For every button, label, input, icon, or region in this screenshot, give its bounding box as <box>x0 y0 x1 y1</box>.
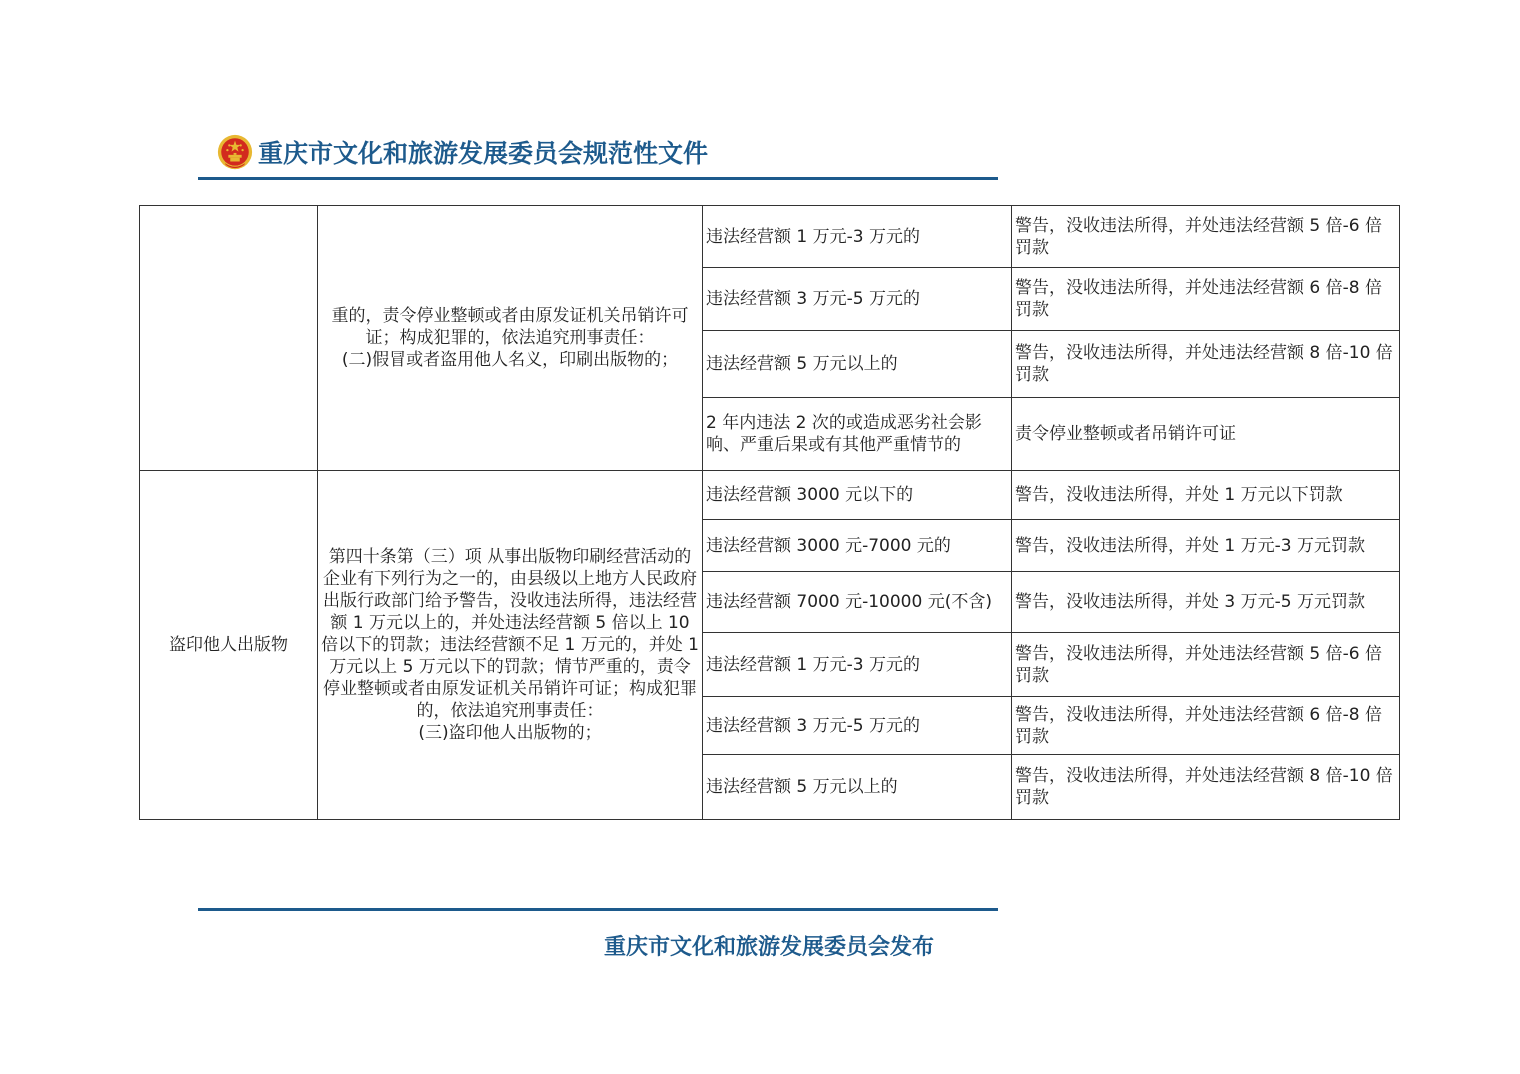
legal-basis-text: 重的，责令停业整顿或者由原发证机关吊销许可证；构成犯罪的，依法追究刑事责任： <box>331 306 689 348</box>
penalty-cell: 警告，没收违法所得，并处违法经营额 5 倍-6 倍罚款 <box>1012 633 1400 697</box>
footer-divider <box>198 908 998 911</box>
penalty-cell: 警告，没收违法所得，并处违法经营额 6 倍-8 倍罚款 <box>1012 697 1400 755</box>
circumstance-cell: 违法经营额 5 万元以上的 <box>703 755 1012 820</box>
penalty-cell: 警告，没收违法所得，并处违法经营额 8 倍-10 倍罚款 <box>1012 755 1400 820</box>
document-header-title: 重庆市文化和旅游发展委员会规范性文件 <box>258 139 709 168</box>
header-divider <box>198 177 998 180</box>
violation-name-cell <box>140 206 318 471</box>
penalty-cell: 警告，没收违法所得，并处 1 万元以下罚款 <box>1012 471 1400 520</box>
circumstance-cell: 违法经营额 3000 元以下的 <box>703 471 1012 520</box>
penalty-cell: 警告，没收违法所得，并处 3 万元-5 万元罚款 <box>1012 572 1400 633</box>
circumstance-cell: 违法经营额 3000 元-7000 元的 <box>703 520 1012 572</box>
penalty-cell: 警告，没收违法所得，并处违法经营额 5 倍-6 倍罚款 <box>1012 206 1400 268</box>
document-footer-title: 重庆市文化和旅游发展委员会发布 <box>604 934 935 960</box>
penalty-cell: 警告，没收违法所得，并处违法经营额 6 倍-8 倍罚款 <box>1012 268 1400 331</box>
legal-basis-item: (三)盗印他人出版物的； <box>418 723 602 743</box>
circumstance-cell: 违法经营额 7000 元-10000 元(不含) <box>703 572 1012 633</box>
national-emblem-icon <box>216 132 254 172</box>
penalty-cell: 警告，没收违法所得，并处 1 万元-3 万元罚款 <box>1012 520 1400 572</box>
table-row <box>140 206 1400 268</box>
document-header <box>216 130 708 174</box>
table-row <box>140 471 1400 520</box>
circumstance-cell: 2 年内违法 2 次的或造成恶劣社会影响、严重后果或有其他严重情节的 <box>703 398 1012 471</box>
circumstance-cell: 违法经营额 1 万元-3 万元的 <box>703 633 1012 697</box>
legal-basis-item: (二)假冒或者盗用他人名义，印刷出版物的； <box>341 350 679 370</box>
violation-name-cell: 盗印他人出版物 <box>140 471 318 820</box>
penalty-cell: 警告，没收违法所得，并处违法经营额 8 倍-10 倍罚款 <box>1012 331 1400 398</box>
penalty-cell: 责令停业整顿或者吊销许可证 <box>1012 398 1400 471</box>
circumstance-cell: 违法经营额 3 万元-5 万元的 <box>703 697 1012 755</box>
circumstance-cell: 违法经营额 5 万元以上的 <box>703 331 1012 398</box>
legal-basis-cell <box>318 206 703 471</box>
penalty-standard-table <box>139 205 1400 820</box>
legal-basis-cell <box>318 471 703 820</box>
circumstance-cell: 违法经营额 1 万元-3 万元的 <box>703 206 1012 268</box>
legal-basis-text: 第四十条第（三）项 从事出版物印刷经营活动的企业有下列行为之一的，由县级以上地方人民政府出版行政部门给予警告，没收违法所得，违法经营额 1 万元以上的，并处违法经营额 5 倍以上 10 倍以下的罚款；违法经营额不足 1 万元的，并处 1 万元以上 5 万元以下的罚款；情节严重的，责令停业整顿或者由原发证机关吊销许可证；构成犯罪的，依法追究刑事责任： <box>321 547 699 721</box>
circumstance-cell: 违法经营额 3 万元-5 万元的 <box>703 268 1012 331</box>
